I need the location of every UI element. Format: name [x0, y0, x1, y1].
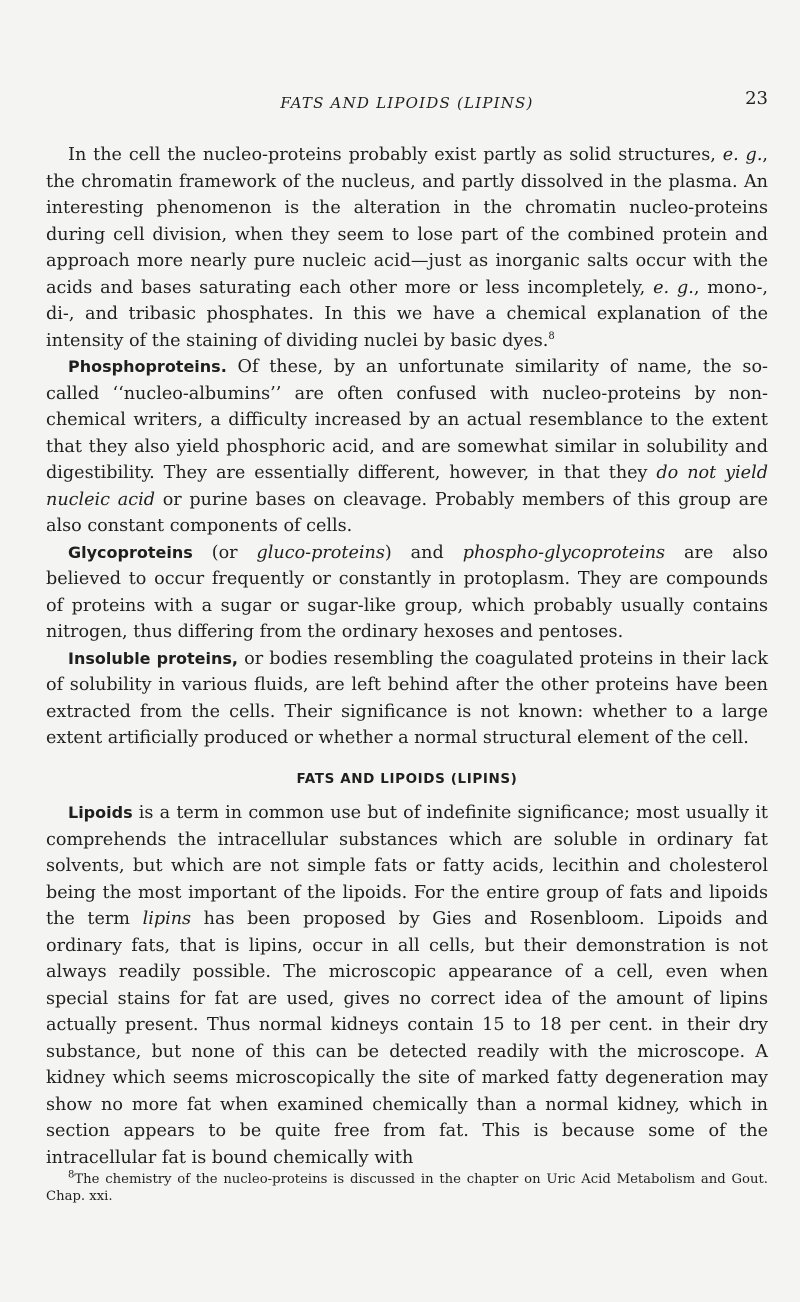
text-run: , mono-, di-, and tribasic phosphates. In this we have a chemical explanation of the intensity of the staining of dividing nuclei by basic dyes. — [46, 277, 769, 351]
run-in-heading: Phosphoproteins. — [68, 357, 227, 376]
paragraph-phosphoproteins — [46, 354, 768, 540]
text-run: ) and — [384, 542, 463, 563]
italic-run: lipins — [142, 909, 192, 929]
running-head: FATS AND LIPOIDS (LIPINS) — [280, 94, 534, 112]
page-number: 23 — [745, 88, 768, 109]
italic-run: e. g. — [653, 277, 694, 298]
text-run: Of these, by an unfortunate similarity of name, the so-called ‘‘nucleo-albumins’’ are often confused with nucleo-proteins by non-chemical writers, a difficulty increased by an actual resemblance to the extent that they also yield phosphoric acid, and are somewhat similar in solubility and digestibility. They are essentially different, however, in that they — [46, 357, 768, 483]
paragraph-glycoproteins — [46, 540, 768, 646]
body-text — [46, 142, 768, 1205]
text-run: , the chromatin framework of the nucleus, and partly dissolved in the plasma. An interesting phenomenon is the alteration in the chromatin nucleo-proteins during cell division, when they seem to lose part of the combined protein and approach more nearly pure nucleic acid—just as inorganic salts occur with the acids and bases saturating each other more or less incompletely, — [46, 145, 769, 298]
text-run: In the cell the nucleo-proteins probably exist partly as solid structures, — [68, 145, 723, 165]
text-run: (or — [192, 542, 257, 563]
section-heading: FATS AND LIPOIDS (LIPINS) — [296, 770, 518, 787]
paragraph-nucleo-proteins — [46, 142, 768, 354]
paragraph-insoluble-proteins — [46, 646, 768, 752]
text-run: is a term in common use but of indefinite significance; most usually it comprehends the intracellular substances which are soluble in ordinary fat solvents, but which are not simple fats or fatty acids, lecithin and cholesterol being the most important of the lipoids. For the entire group of fats and lipoids the term — [46, 803, 768, 929]
footnote — [46, 1171, 768, 1205]
footnote-text: The chemistry of the nucleo-proteins is discussed in the chapter on Uric Acid Metabolism and Gout. Chap. xxi. — [46, 1172, 768, 1204]
italic-run: e. g. — [722, 145, 763, 165]
footnote-reference[interactable]: 8 — [548, 330, 555, 342]
italic-run: gluco-proteins — [256, 542, 385, 563]
page-header — [46, 86, 768, 116]
run-in-heading: Lipoids — [68, 803, 133, 822]
text-run: has been proposed by Gies and Rosenbloom. Lipoids and ordinary fats, that is lipins, occur in all cells, but their demonstration is not always readily possible. The microscopic appearance of a cell, even when special stains for fat are used, gives no correct idea of the amount of lipins actually present. Thus normal kidneys contain 15 to 18 per cent. in their dry substance, but none of this can be detected readily with the microscope. A kidney which seems microscopically the site of marked fatty degeneration may show no more fat when examined chemically than a normal kidney, which in section appears to be quite free from fat. This is because some of the intracellular fat is bound chemically with — [46, 909, 768, 1168]
paragraph-lipoids — [46, 800, 768, 1171]
italic-run: phospho-glycoproteins — [462, 542, 666, 563]
footnote-marker: 8 — [68, 1169, 75, 1181]
run-in-heading: Insoluble proteins, — [68, 648, 238, 668]
run-in-heading: Glycoproteins — [68, 542, 193, 562]
text-run: are also believed to occur frequently or constantly in protoplasm. They are compounds of proteins with a sugar or sugar-like group, which probably usually contains nitrogen, thus differing from the ordinary hexoses and pentoses. — [46, 542, 768, 642]
text-run: or purine bases on cleavage. Probably members of this group are also constant components of cells. — [46, 489, 768, 536]
italic-run: do not yield nucleic acid — [46, 463, 768, 510]
text-run: or bodies resembling the coagulated proteins in their lack of solubility in various fluids, are left behind after the other proteins have been extracted from the cells. Their significance is not known: whether to a large extent artificially produced or whether a normal structural element of the cell. — [46, 648, 769, 748]
